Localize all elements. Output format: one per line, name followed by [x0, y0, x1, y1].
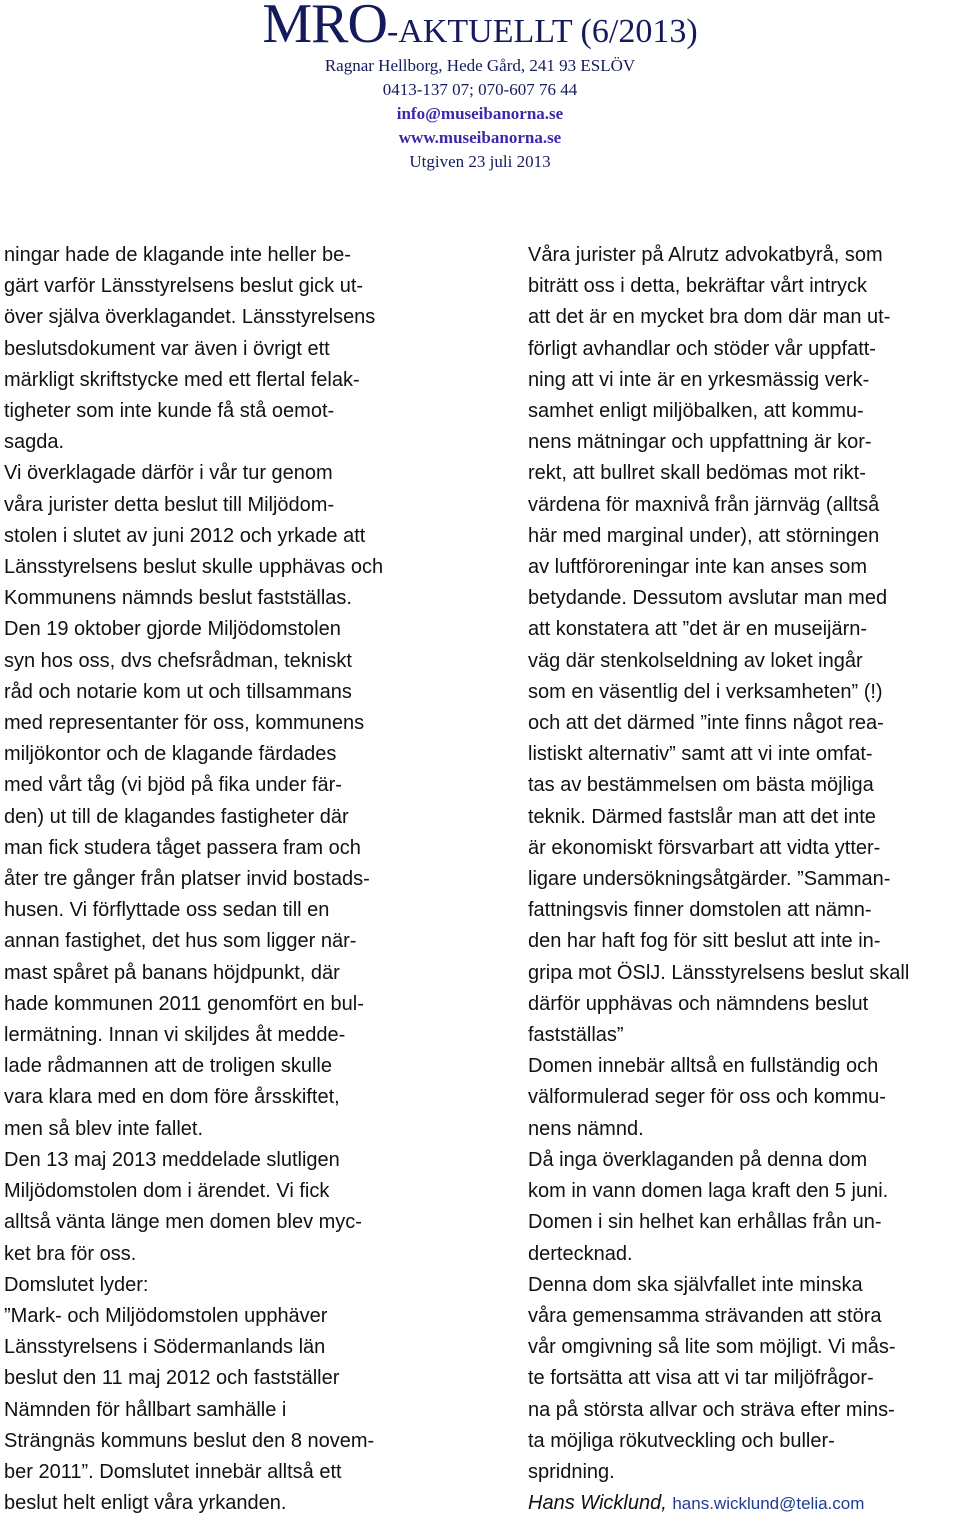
newsletter-title: [0, 2, 960, 54]
text-line: kom in vann domen laga kraft den 5 juni.: [528, 1180, 889, 1203]
text-line: lade rådmannen att de troligen skulle: [4, 1055, 332, 1078]
signature: [528, 1488, 958, 1519]
text-line: lermätning. Innan vi skiljdes åt medde-: [4, 1024, 346, 1047]
text-line: vår omgivning så lite som möjligt. Vi mås-: [528, 1336, 896, 1359]
text-line: ningar hade de klagande inte heller be-: [4, 244, 351, 266]
text-line: den) ut till de klagandes fastigheter där: [4, 805, 349, 828]
text-line: beslut den 11 maj 2012 och fastställer: [4, 1367, 340, 1390]
text-line: Kommunens nämnds beslut fastställas.: [4, 587, 352, 610]
text-line: betydande. Dessutom avslutar man med: [528, 587, 888, 610]
text-line: att konstatera att ”det är en museijärn-: [528, 618, 868, 641]
text-line: ning att vi inte är en yrkesmässig verk-: [528, 368, 870, 391]
text-line: fattningsvis finner domstolen att nämn-: [528, 899, 872, 922]
text-line: över själva överklagandet. Länsstyrelsens: [4, 306, 376, 329]
text-line: vara klara med en dom före årsskiftet,: [4, 1086, 340, 1109]
text-line: beslut helt enligt våra yrkanden.: [4, 1492, 287, 1515]
text-line: med vårt tåg (vi bjöd på fika under fär-: [4, 774, 342, 797]
right-column: [528, 240, 958, 1519]
text-line: annan fastighet, det hus som ligger när-: [4, 930, 357, 953]
text-line: fastställas”: [528, 1024, 624, 1047]
text-line: na på största allvar och sträva efter mins-: [528, 1398, 895, 1421]
text-line: Nämnden för hållbart samhälle i: [4, 1398, 287, 1421]
text-line: med representanter för oss, kommunens: [4, 712, 365, 735]
text-line: gripa mot ÖSlJ. Länsstyrelsens beslut skall: [528, 961, 910, 984]
text-line: ber 2011”. Domslutet innebär alltså ett: [4, 1460, 342, 1483]
text-line: Länsstyrelsens beslut skulle upphävas och: [4, 556, 384, 579]
text-line: här med marginal under), att störningen: [528, 524, 880, 547]
text-line: men så blev inte fallet.: [4, 1117, 203, 1140]
text-line: åter tre gånger från platser invid bostads-: [4, 868, 370, 891]
text-line: tigheter som inte kunde få stå oemot-: [4, 400, 335, 423]
text-line: spridning.: [528, 1460, 615, 1483]
text-line: samhet enligt miljöbalken, att kommu-: [528, 400, 864, 423]
text-line: stolen i slutet av juni 2012 och yrkade att: [4, 524, 366, 547]
text-line: hade kommunen 2011 genomfört en bul-: [4, 992, 364, 1015]
text-line: nens nämnd.: [528, 1117, 644, 1140]
address: Ragnar Hellborg, Hede Gård, 241 93 ESLÖV: [324, 56, 636, 75]
text-line: miljökontor och de klagande färdades: [4, 743, 337, 766]
text-line: syn hos oss, dvs chefsrådman, tekniskt: [4, 649, 352, 672]
text-line: Den 13 maj 2013 meddelade slutligen: [4, 1148, 340, 1171]
text-line: listiskt alternativ” samt att vi inte omfat-: [528, 743, 873, 766]
text-line: väg där stenkolseldning av loket ingår: [528, 649, 863, 672]
text-line: man fick studera tåget passera fram och: [4, 836, 361, 859]
text-line: Miljödomstolen dom i ärendet. Vi fick: [4, 1180, 330, 1203]
text-line: Strängnäs kommuns beslut den 8 novem-: [4, 1429, 375, 1452]
text-line: Domen i sin helhet kan erhållas från un-: [528, 1211, 882, 1234]
text-line: gärt varför Länsstyrelsens beslut gick ut-: [4, 275, 364, 298]
left-column: [4, 240, 444, 1519]
text-line: mast spåret på banans höjdpunkt, där: [4, 961, 340, 984]
signature-name: Hans Wicklund,: [528, 1492, 667, 1515]
title-big: MRO: [262, 0, 387, 55]
text-line: och att det därmed ”inte finns något rea-: [528, 712, 884, 735]
text-line: råd och notarie kom ut och tillsammans: [4, 680, 352, 703]
masthead-header: [0, 0, 960, 174]
text-line: förligt avhandlar och stöder vår uppfatt-: [528, 337, 876, 360]
text-line: därför upphävas och nämndens beslut: [528, 992, 869, 1015]
text-line: värdena för maxnivå från järnväg (alltså: [528, 493, 880, 516]
text-line: välformulerad seger för oss och kommu-: [528, 1086, 886, 1109]
text-line: husen. Vi förflyttade oss sedan till en: [4, 899, 330, 922]
text-line: ”Mark- och Miljödomstolen upphäver: [4, 1304, 328, 1327]
text-line: beslutsdokument var även i övrigt ett: [4, 337, 330, 360]
text-line: ta möjliga rökutveckling och buller-: [528, 1429, 835, 1452]
text-line: av luftföroreningar inte kan anses som: [528, 556, 868, 579]
text-line: våra gemensamma strävanden att störa: [528, 1304, 882, 1327]
text-line: den har haft fog för sitt beslut att inte in-: [528, 930, 881, 953]
text-line: våra jurister detta beslut till Miljödom-: [4, 493, 335, 516]
text-line: att det är en mycket bra dom där man ut-: [528, 306, 891, 329]
text-line: ket bra för oss.: [4, 1242, 137, 1265]
title-small: -AKTUELLT (6/2013): [386, 13, 698, 50]
email-link[interactable]: info@museibanorna.se: [396, 104, 564, 123]
text-line: sagda.: [4, 431, 65, 454]
text-line: biträtt oss i detta, bekräftar vårt intryck: [528, 275, 868, 298]
text-line: Domen innebär alltså en fullständig och: [528, 1055, 879, 1078]
text-line: märkligt skriftstycke med ett flertal felak-: [4, 368, 360, 391]
text-line: tas av bestämmelsen om bästa möjliga: [528, 774, 874, 797]
text-line: te fortsätta att visa att vi tar miljöfrågor-: [528, 1367, 874, 1390]
text-line: som en väsentlig del i verksamheten” (!): [528, 680, 883, 703]
website-link[interactable]: www.museibanorna.se: [398, 128, 562, 147]
text-line: är ekonomiskt försvarbart att vidta ytter-: [528, 836, 881, 859]
phone: 0413-137 07; 070-607 76 44: [382, 80, 578, 99]
text-line: ligare undersökningsåtgärder. ”Samman-: [528, 868, 891, 891]
text-line: Domslutet lyder:: [4, 1273, 149, 1296]
text-line: Länsstyrelsens i Södermanlands län: [4, 1336, 326, 1359]
text-line: rekt, att bullret skall bedömas mot rikt-: [528, 462, 866, 485]
text-line: Då inga överklaganden på denna dom: [528, 1148, 868, 1171]
text-line: Denna dom ska självfallet inte minska: [528, 1273, 863, 1296]
text-line: Vi överklagade därför i vår tur genom: [4, 462, 333, 485]
text-line: Den 19 oktober gjorde Miljödomstolen: [4, 618, 341, 641]
text-line: nens mätningar och uppfattning är kor-: [528, 431, 872, 454]
signature-email-link[interactable]: hans.wicklund@telia.com: [672, 1494, 865, 1514]
text-line: Våra jurister på Alrutz advokatbyrå, som: [528, 244, 883, 266]
text-line: dertecknad.: [528, 1242, 633, 1265]
issue-date: Utgiven 23 juli 2013: [409, 152, 551, 171]
text-line: teknik. Därmed fastslår man att det inte: [528, 805, 876, 828]
text-line: alltså vänta länge men domen blev myc-: [4, 1211, 362, 1234]
